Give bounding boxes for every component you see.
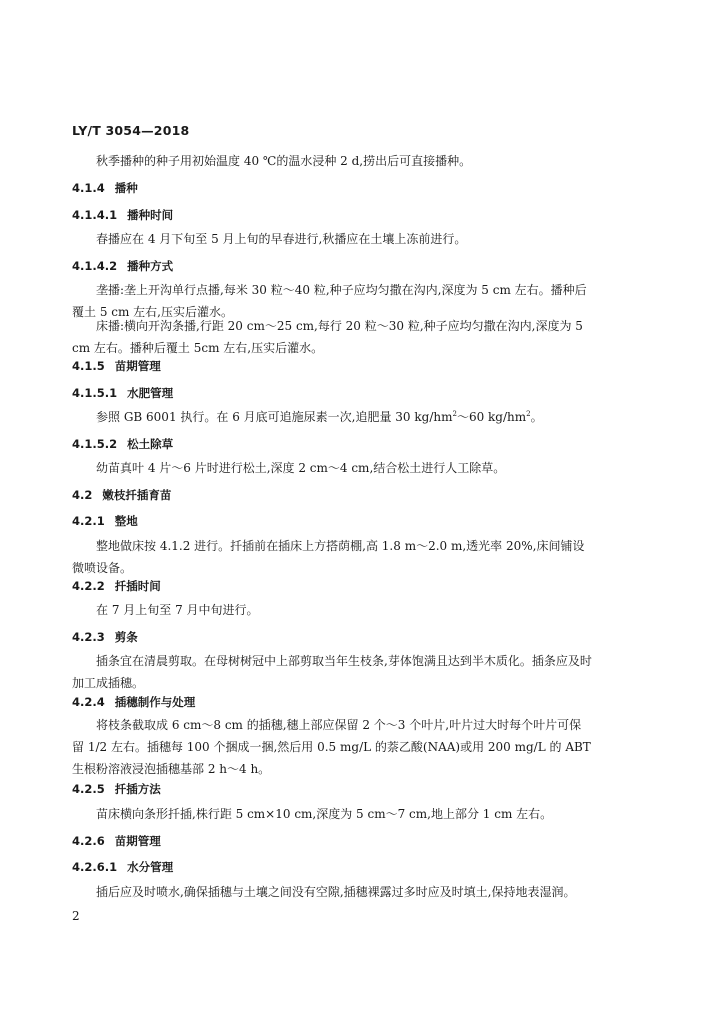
paragraph-cut-branches: 插条宜在清晨剪取。在母树树冠中上部剪取当年生枝条,芽体饱满且达到半木质化。插条应及时加工成插穗。 — [72, 654, 592, 690]
paragraph-ridge-sowing: 垄播:垄上开沟单行点播,每米 30 粒～40 粒,种子应均匀撒在沟内,深度为 5 cm 左右。播种后覆土 5 cm 左右,压实后灌水。 — [72, 283, 587, 319]
paragraph-autumn-soaking: 秋季播种的种子用初始温度 40 ℃的温水浸种 2 d,捞出后可直接播种。 — [96, 154, 472, 168]
heading-4-2 — [72, 488, 171, 502]
section-number: 4.2.1 — [72, 514, 105, 528]
section-title: 水分管理 — [127, 860, 174, 874]
heading-4-1-5 — [72, 359, 161, 373]
heading-4-2-4 — [72, 695, 195, 709]
heading-4-1-5-1 — [72, 386, 173, 400]
section-number: 4.1.5.1 — [72, 386, 118, 400]
page-number: 2 — [72, 909, 80, 923]
standard-code-header: LY/T 3054—2018 — [72, 123, 190, 138]
heading-4-1-5-2 — [72, 437, 173, 451]
paragraph-land-prep: 整地做床按 4.1.2 进行。扦插前在插床上方搭荫棚,高 1.8 m～2.0 m,透光率 20%,床间铺设微喷设备。 — [72, 539, 585, 575]
section-title: 整地 — [114, 514, 138, 528]
section-number: 4.1.4.2 — [72, 259, 118, 273]
section-title: 苗期管理 — [114, 359, 161, 373]
paragraph-cutting-time: 在 7 月上旬至 7 月中旬进行。 — [96, 603, 259, 617]
section-title: 剪条 — [114, 630, 138, 644]
section-number: 4.1.5.2 — [72, 437, 118, 451]
heading-4-2-3 — [72, 630, 138, 644]
water-fertilizer-text-c: 。 — [530, 410, 543, 424]
paragraph-bed-sowing: 床播:横向开沟条播,行距 20 cm～25 cm,每行 20 粒～30 粒,种子应均匀撒在沟内,深度为 5 cm 左右。播种后覆土 5cm 左右,压实后灌水。 — [72, 319, 583, 355]
water-fertilizer-text-b: ～60 kg/hm — [456, 410, 527, 424]
paragraph-water-fertilizer — [72, 406, 592, 428]
section-title: 嫩枝扦插育苗 — [102, 488, 172, 502]
section-number: 4.1.5 — [72, 359, 105, 373]
heading-4-1-4-2 — [72, 259, 173, 273]
heading-4-2-5 — [72, 782, 161, 796]
superscript-2: 2 — [526, 410, 531, 418]
section-number: 4.1.4.1 — [72, 208, 118, 222]
section-title: 插穗制作与处理 — [114, 695, 196, 709]
heading-4-2-6-1 — [72, 860, 173, 874]
section-number: 4.2.5 — [72, 782, 105, 796]
heading-4-2-6 — [72, 834, 161, 848]
section-title: 播种方式 — [127, 259, 174, 273]
heading-4-2-1 — [72, 514, 138, 528]
heading-4-2-2 — [72, 579, 161, 593]
section-title: 播种 — [114, 181, 138, 195]
section-number: 4.2.6.1 — [72, 860, 118, 874]
paragraph-cutting-prep: 将枝条截取成 6 cm～8 cm 的插穗,穗上部应保留 2 个～3 个叶片,叶片过大时每个叶片可保留 1/2 左右。插穗每 100 个捆成一捆,然后用 0.5 mg/L 的萘乙酸(NAA)或用 200 mg/L 的 ABT 生根粉溶液浸泡插穗基部 2 h～4 h。 — [72, 718, 591, 776]
water-fertilizer-text-a: 参照 GB 6001 执行。在 6 月底可追施尿素一次,追肥量 30 kg/hm — [96, 410, 453, 424]
paragraph-weeding: 幼苗真叶 4 片～6 片时进行松土,深度 2 cm～4 cm,结合松土进行人工除草。 — [96, 461, 506, 475]
superscript-2: 2 — [452, 410, 457, 418]
section-title: 水肥管理 — [127, 386, 174, 400]
section-number: 4.2.4 — [72, 695, 105, 709]
section-title: 播种时间 — [127, 208, 174, 222]
paragraph-water-management: 插后应及时喷水,确保插穗与土壤之间没有空隙,插穗裸露过多时应及时填土,保持地表湿润。 — [96, 885, 576, 899]
section-title: 扦插方法 — [114, 782, 161, 796]
heading-4-1-4 — [72, 181, 138, 195]
paragraph-sowing-time: 春播应在 4 月下旬至 5 月上旬的早春进行,秋播应在土壤上冻前进行。 — [96, 232, 467, 246]
section-number: 4.2.2 — [72, 579, 105, 593]
paragraph-cutting-method: 苗床横向条形扦插,株行距 5 cm×10 cm,深度为 5 cm～7 cm,地上部分 1 cm 左右。 — [96, 807, 553, 821]
section-number: 4.2 — [72, 488, 93, 502]
section-number: 4.2.6 — [72, 834, 105, 848]
heading-4-1-4-1 — [72, 208, 173, 222]
section-title: 松土除草 — [127, 437, 174, 451]
section-title: 苗期管理 — [114, 834, 161, 848]
section-number: 4.1.4 — [72, 181, 105, 195]
section-title: 扦插时间 — [114, 579, 161, 593]
section-number: 4.2.3 — [72, 630, 105, 644]
